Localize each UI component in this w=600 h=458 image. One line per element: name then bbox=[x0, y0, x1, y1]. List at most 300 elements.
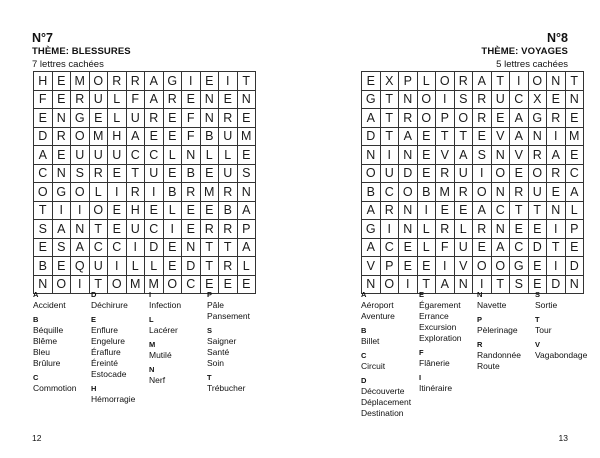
grid-cell: V bbox=[436, 146, 455, 165]
grid-cell: O bbox=[90, 202, 109, 221]
grid-cell: L bbox=[145, 257, 164, 276]
grid-cell: D bbox=[34, 128, 53, 147]
grid-cell: P bbox=[566, 220, 585, 239]
grid-cell: N bbox=[201, 109, 220, 128]
grid-cell: G bbox=[362, 220, 381, 239]
grid-cell: N bbox=[492, 183, 511, 202]
word-item: Saigner bbox=[207, 336, 237, 346]
letter-heading: P bbox=[477, 315, 483, 324]
word-item: Aventure bbox=[361, 311, 395, 321]
grid-cell: R bbox=[436, 165, 455, 184]
grid-cell: R bbox=[219, 109, 238, 128]
word-item: Mutilé bbox=[149, 350, 172, 360]
grid-cell: T bbox=[219, 239, 238, 258]
grid-cell: U bbox=[381, 165, 400, 184]
grid-cell: D bbox=[399, 165, 418, 184]
grid-cell: B bbox=[34, 257, 53, 276]
letter-group bbox=[361, 351, 419, 372]
grid-cell: N bbox=[492, 146, 511, 165]
grid-cell: E bbox=[399, 239, 418, 258]
grid-cell: R bbox=[53, 128, 72, 147]
grid-cell: L bbox=[90, 183, 109, 202]
word-item: Tour bbox=[535, 325, 552, 335]
word-item: Destination bbox=[361, 408, 404, 418]
grid-cell: A bbox=[71, 239, 90, 258]
grid-cell: E bbox=[164, 109, 183, 128]
grid-cell: N bbox=[399, 91, 418, 110]
grid-cell: I bbox=[510, 72, 529, 91]
grid-cell: L bbox=[127, 257, 146, 276]
grid-cell: I bbox=[381, 220, 400, 239]
grid-cell: L bbox=[418, 72, 437, 91]
letter-heading: E bbox=[419, 290, 425, 299]
grid-cell: E bbox=[108, 220, 127, 239]
grid-cell: N bbox=[182, 146, 201, 165]
grid-cell: E bbox=[53, 91, 72, 110]
letter-group bbox=[91, 315, 149, 380]
puzzle-theme: THÈME: BLESSURES bbox=[32, 46, 131, 57]
word-item: Excursion bbox=[419, 322, 457, 332]
grid-cell: D bbox=[362, 128, 381, 147]
grid-cell: R bbox=[455, 72, 474, 91]
grid-cell: V bbox=[362, 257, 381, 276]
grid-cell: O bbox=[418, 91, 437, 110]
grid-cell: T bbox=[492, 276, 511, 295]
grid-cell: E bbox=[492, 109, 511, 128]
grid-cell: A bbox=[238, 239, 257, 258]
grid-cell: U bbox=[127, 220, 146, 239]
grid-cell: R bbox=[547, 165, 566, 184]
grid-cell: E bbox=[510, 165, 529, 184]
grid-cell: R bbox=[510, 183, 529, 202]
grid-cell: O bbox=[381, 276, 400, 295]
grid-cell: L bbox=[164, 202, 183, 221]
grid-cell: D bbox=[529, 239, 548, 258]
letter-group bbox=[535, 340, 593, 361]
grid-cell: A bbox=[455, 146, 474, 165]
grid-cell: N bbox=[182, 239, 201, 258]
letter-heading: D bbox=[361, 376, 367, 385]
grid-cell: L bbox=[164, 146, 183, 165]
grid-cell: I bbox=[381, 146, 400, 165]
grid-cell: E bbox=[418, 257, 437, 276]
word-item: Lacérer bbox=[149, 325, 178, 335]
grid-cell: O bbox=[399, 183, 418, 202]
puzzle-theme: THÈME: VOYAGES bbox=[481, 46, 568, 57]
letter-heading: B bbox=[361, 326, 367, 335]
grid-cell: T bbox=[127, 165, 146, 184]
letter-group bbox=[477, 290, 535, 311]
grid-cell: I bbox=[71, 276, 90, 295]
grid-cell: I bbox=[399, 276, 418, 295]
letter-group bbox=[149, 365, 207, 386]
grid-cell: I bbox=[219, 72, 238, 91]
word-item: Route bbox=[477, 361, 500, 371]
grid-cell: E bbox=[201, 202, 220, 221]
grid-cell: A bbox=[53, 220, 72, 239]
letter-group bbox=[361, 326, 419, 347]
grid-cell: P bbox=[436, 109, 455, 128]
grid-cell: O bbox=[164, 276, 183, 295]
letter-group bbox=[477, 315, 535, 336]
grid-cell: E bbox=[53, 146, 72, 165]
letter-group bbox=[149, 290, 207, 311]
grid-cell: U bbox=[90, 257, 109, 276]
grid-cell: T bbox=[90, 276, 109, 295]
grid-cell: E bbox=[145, 128, 164, 147]
grid-cell: S bbox=[238, 165, 257, 184]
grid-cell: E bbox=[510, 220, 529, 239]
grid-cell: R bbox=[90, 165, 109, 184]
letter-group bbox=[477, 340, 535, 372]
grid-cell: R bbox=[455, 183, 474, 202]
grid-cell: B bbox=[201, 128, 220, 147]
letter-group bbox=[361, 376, 419, 419]
word-item: Sortie bbox=[535, 300, 558, 310]
grid-cell: N bbox=[362, 146, 381, 165]
grid-cell: C bbox=[566, 165, 585, 184]
word-item: Pèlerinage bbox=[477, 325, 518, 335]
grid-cell: E bbox=[362, 72, 381, 91]
grid-cell: B bbox=[219, 202, 238, 221]
grid-cell: C bbox=[108, 239, 127, 258]
grid-cell: O bbox=[71, 128, 90, 147]
grid-cell: D bbox=[547, 276, 566, 295]
grid-cell: S bbox=[53, 239, 72, 258]
grid-cell: I bbox=[164, 220, 183, 239]
grid-cell: F bbox=[182, 109, 201, 128]
grid-cell: N bbox=[238, 183, 257, 202]
grid-cell: E bbox=[455, 202, 474, 221]
grid-cell: E bbox=[34, 109, 53, 128]
word-item: Béquille bbox=[33, 325, 64, 335]
puzzle-subtitle: 5 lettres cachées bbox=[496, 59, 568, 70]
grid-cell: C bbox=[381, 239, 400, 258]
grid-cell: E bbox=[145, 202, 164, 221]
puzzle-7-header bbox=[32, 32, 131, 71]
word-item: Randonnée bbox=[477, 350, 521, 360]
grid-cell: G bbox=[529, 109, 548, 128]
letter-group bbox=[149, 315, 207, 336]
grid-cell: E bbox=[164, 128, 183, 147]
grid-cell: A bbox=[399, 128, 418, 147]
letter-heading: A bbox=[33, 290, 39, 299]
word-column bbox=[149, 290, 207, 409]
letter-group bbox=[535, 290, 593, 311]
grid-cell: T bbox=[455, 128, 474, 147]
grid-cell: T bbox=[547, 239, 566, 258]
grid-cell: C bbox=[145, 146, 164, 165]
grid-cell: R bbox=[547, 109, 566, 128]
grid-cell: N bbox=[529, 128, 548, 147]
grid-cell: N bbox=[566, 91, 585, 110]
grid-cell: C bbox=[145, 220, 164, 239]
grid-cell: O bbox=[418, 109, 437, 128]
grid-cell: H bbox=[127, 202, 146, 221]
grid-cell: E bbox=[529, 276, 548, 295]
grid-cell: O bbox=[90, 72, 109, 91]
grid-cell: H bbox=[34, 72, 53, 91]
grid-cell: A bbox=[566, 183, 585, 202]
grid-cell: C bbox=[510, 239, 529, 258]
grid-cell: L bbox=[455, 220, 474, 239]
grid-cell: R bbox=[127, 72, 146, 91]
grid-cell: X bbox=[381, 72, 400, 91]
letter-heading: H bbox=[91, 384, 97, 393]
grid-cell: I bbox=[547, 220, 566, 239]
grid-cell: U bbox=[455, 165, 474, 184]
grid-cell: F bbox=[182, 128, 201, 147]
grid-cell: U bbox=[71, 146, 90, 165]
word-item: Enflure bbox=[91, 325, 118, 335]
word-item: Pâle bbox=[207, 300, 225, 310]
grid-cell: A bbox=[238, 202, 257, 221]
grid-cell: G bbox=[510, 257, 529, 276]
word-item: Éraflure bbox=[91, 347, 121, 357]
word-item: Circuit bbox=[361, 361, 386, 371]
letter-group bbox=[33, 373, 91, 394]
puzzle-number: N°7 bbox=[32, 31, 53, 45]
grid-cell: I bbox=[108, 257, 127, 276]
grid-cell: U bbox=[455, 239, 474, 258]
grid-cell: O bbox=[362, 165, 381, 184]
letter-heading: L bbox=[149, 315, 154, 324]
letter-heading: A bbox=[361, 290, 367, 299]
grid-cell: T bbox=[492, 72, 511, 91]
grid-cell: B bbox=[418, 183, 437, 202]
grid-cell: N bbox=[399, 220, 418, 239]
grid-cell: T bbox=[90, 220, 109, 239]
puzzle-8-grid bbox=[361, 71, 584, 294]
word-item: Santé bbox=[207, 347, 230, 357]
grid-cell: S bbox=[34, 220, 53, 239]
grid-cell: T bbox=[529, 202, 548, 221]
grid-cell: N bbox=[455, 276, 474, 295]
grid-cell: U bbox=[108, 146, 127, 165]
grid-cell: S bbox=[71, 165, 90, 184]
grid-cell: F bbox=[34, 91, 53, 110]
page-number: 12 bbox=[32, 433, 42, 443]
grid-cell: E bbox=[566, 239, 585, 258]
grid-cell: U bbox=[127, 109, 146, 128]
letter-group bbox=[361, 290, 419, 322]
grid-cell: F bbox=[127, 91, 146, 110]
grid-cell: R bbox=[108, 72, 127, 91]
grid-cell: A bbox=[492, 239, 511, 258]
grid-cell: T bbox=[566, 72, 585, 91]
grid-cell: R bbox=[473, 220, 492, 239]
grid-cell: O bbox=[436, 72, 455, 91]
word-item: Déchirure bbox=[91, 300, 128, 310]
letter-heading: T bbox=[535, 315, 540, 324]
grid-cell: I bbox=[547, 257, 566, 276]
letter-group bbox=[419, 373, 477, 394]
grid-cell: T bbox=[381, 128, 400, 147]
grid-cell: M bbox=[436, 183, 455, 202]
grid-cell: B bbox=[164, 183, 183, 202]
grid-cell: L bbox=[418, 220, 437, 239]
grid-cell: A bbox=[127, 128, 146, 147]
grid-cell: O bbox=[473, 183, 492, 202]
grid-cell: R bbox=[127, 183, 146, 202]
grid-cell: B bbox=[182, 165, 201, 184]
word-item: Bleu bbox=[33, 347, 51, 357]
grid-cell: C bbox=[492, 202, 511, 221]
grid-cell: U bbox=[90, 146, 109, 165]
grid-cell: R bbox=[182, 183, 201, 202]
grid-cell: R bbox=[381, 202, 400, 221]
grid-cell: E bbox=[399, 257, 418, 276]
letter-heading: F bbox=[419, 348, 424, 357]
word-item: Engelure bbox=[91, 336, 126, 346]
word-item: Blême bbox=[33, 336, 58, 346]
grid-cell: S bbox=[455, 91, 474, 110]
page-number: 13 bbox=[558, 433, 568, 443]
puzzle-7-word-list bbox=[33, 290, 265, 409]
grid-cell: T bbox=[381, 91, 400, 110]
grid-cell: A bbox=[473, 202, 492, 221]
grid-cell: I bbox=[127, 239, 146, 258]
grid-cell: E bbox=[547, 183, 566, 202]
word-item: Déplacement bbox=[361, 397, 412, 407]
grid-cell: L bbox=[418, 239, 437, 258]
grid-cell: A bbox=[510, 109, 529, 128]
word-column bbox=[535, 290, 593, 423]
letter-group bbox=[535, 315, 593, 336]
grid-cell: T bbox=[201, 239, 220, 258]
grid-cell: N bbox=[547, 202, 566, 221]
grid-cell: N bbox=[547, 72, 566, 91]
grid-cell: O bbox=[53, 276, 72, 295]
grid-cell: M bbox=[238, 128, 257, 147]
grid-cell: E bbox=[238, 109, 257, 128]
word-column bbox=[207, 290, 265, 409]
letter-group bbox=[419, 348, 477, 369]
grid-cell: E bbox=[238, 146, 257, 165]
grid-cell: E bbox=[238, 276, 257, 295]
letter-group bbox=[419, 290, 477, 344]
word-item: Aéroport bbox=[361, 300, 394, 310]
grid-cell: N bbox=[34, 276, 53, 295]
letter-heading: I bbox=[419, 373, 422, 382]
grid-cell: E bbox=[108, 165, 127, 184]
grid-cell: T bbox=[238, 72, 257, 91]
grid-cell: N bbox=[53, 165, 72, 184]
word-item: Hémorragie bbox=[91, 394, 136, 404]
grid-cell: D bbox=[145, 239, 164, 258]
letter-group bbox=[33, 290, 91, 311]
grid-cell: R bbox=[219, 183, 238, 202]
word-column bbox=[33, 290, 91, 409]
word-item: Navette bbox=[477, 300, 507, 310]
grid-cell: C bbox=[381, 183, 400, 202]
grid-cell: R bbox=[473, 91, 492, 110]
letter-heading: C bbox=[33, 373, 39, 382]
grid-cell: G bbox=[362, 91, 381, 110]
grid-cell: C bbox=[34, 165, 53, 184]
grid-cell: E bbox=[201, 72, 220, 91]
grid-cell: E bbox=[529, 220, 548, 239]
puzzle-subtitle: 7 lettres cachées bbox=[32, 59, 104, 70]
grid-cell: E bbox=[182, 91, 201, 110]
grid-cell: U bbox=[219, 128, 238, 147]
letter-heading: N bbox=[149, 365, 155, 374]
word-item: Vagabondage bbox=[535, 350, 588, 360]
word-column bbox=[91, 290, 149, 409]
grid-cell: P bbox=[399, 72, 418, 91]
letter-heading: V bbox=[535, 340, 541, 349]
grid-cell: A bbox=[473, 72, 492, 91]
word-column bbox=[419, 290, 477, 423]
grid-cell: U bbox=[529, 183, 548, 202]
grid-cell: F bbox=[436, 239, 455, 258]
grid-cell: I bbox=[547, 128, 566, 147]
puzzle-7-grid bbox=[33, 71, 256, 294]
grid-cell: H bbox=[108, 128, 127, 147]
grid-cell: O bbox=[34, 183, 53, 202]
grid-cell: L bbox=[108, 91, 127, 110]
letter-group bbox=[207, 326, 265, 369]
grid-cell: N bbox=[238, 91, 257, 110]
letter-heading: E bbox=[91, 315, 97, 324]
grid-cell: E bbox=[34, 239, 53, 258]
grid-cell: I bbox=[473, 165, 492, 184]
letter-group bbox=[207, 290, 265, 322]
grid-cell: I bbox=[71, 202, 90, 221]
grid-cell: T bbox=[510, 202, 529, 221]
grid-cell: I bbox=[436, 257, 455, 276]
grid-cell: S bbox=[510, 276, 529, 295]
word-item: Infection bbox=[149, 300, 182, 310]
grid-cell: P bbox=[238, 220, 257, 239]
grid-cell: U bbox=[219, 165, 238, 184]
letter-heading: C bbox=[361, 351, 367, 360]
word-item: Commotion bbox=[33, 383, 77, 393]
word-item: Exploration bbox=[419, 333, 462, 343]
letter-heading: P bbox=[207, 290, 213, 299]
grid-cell: E bbox=[164, 165, 183, 184]
grid-cell: A bbox=[510, 128, 529, 147]
grid-cell: L bbox=[201, 146, 220, 165]
grid-cell: U bbox=[492, 91, 511, 110]
grid-cell: C bbox=[90, 239, 109, 258]
grid-cell: V bbox=[455, 257, 474, 276]
grid-cell: I bbox=[108, 183, 127, 202]
grid-cell: O bbox=[492, 257, 511, 276]
grid-cell: N bbox=[201, 91, 220, 110]
letter-heading: S bbox=[207, 326, 213, 335]
letter-heading: B bbox=[33, 315, 39, 324]
grid-cell: N bbox=[566, 276, 585, 295]
grid-cell: E bbox=[164, 257, 183, 276]
word-item: Soin bbox=[207, 358, 225, 368]
word-item: Éreinté bbox=[91, 358, 118, 368]
grid-cell: U bbox=[90, 91, 109, 110]
grid-cell: I bbox=[53, 202, 72, 221]
word-item: Trébucher bbox=[207, 383, 246, 393]
word-item: Égarement bbox=[419, 300, 461, 310]
grid-cell: O bbox=[492, 165, 511, 184]
grid-cell: N bbox=[71, 220, 90, 239]
grid-cell: O bbox=[473, 257, 492, 276]
grid-cell: I bbox=[436, 91, 455, 110]
grid-cell: R bbox=[473, 109, 492, 128]
letter-group bbox=[91, 384, 149, 405]
grid-cell: L bbox=[566, 202, 585, 221]
grid-cell: R bbox=[529, 146, 548, 165]
grid-cell: E bbox=[53, 257, 72, 276]
grid-cell: A bbox=[145, 72, 164, 91]
